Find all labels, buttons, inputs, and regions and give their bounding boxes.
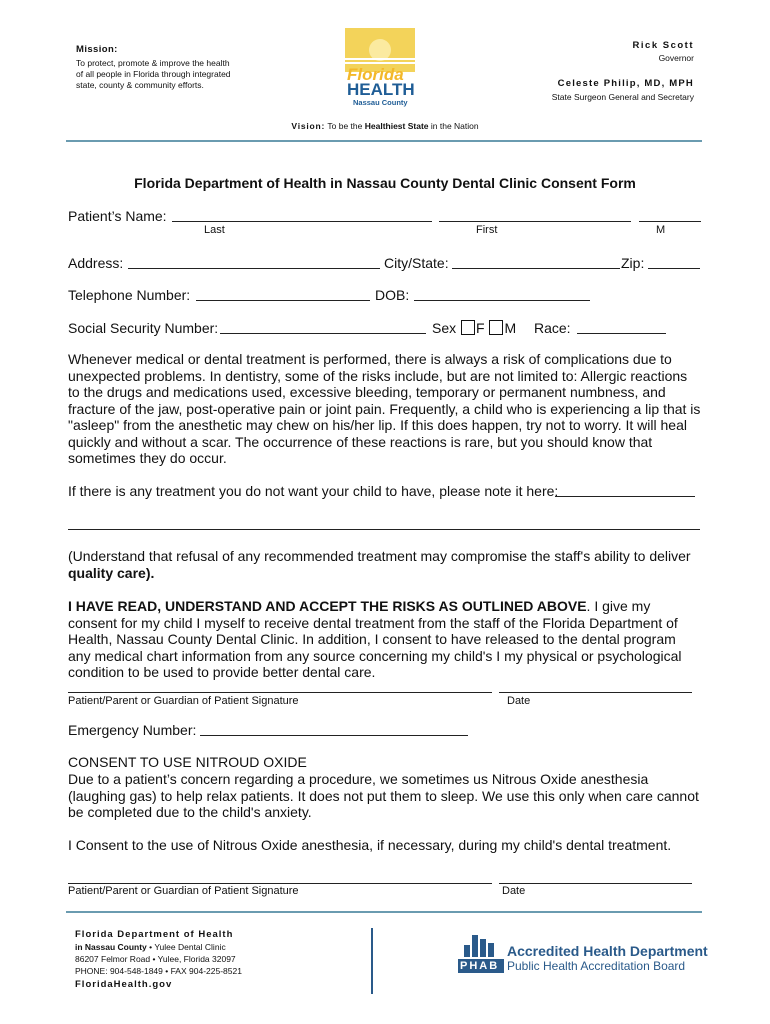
accredited-sub: Public Health Accreditation Board xyxy=(507,959,686,973)
sex-m-checkbox[interactable] xyxy=(489,320,503,335)
emergency-field[interactable] xyxy=(200,721,468,736)
footer-clinic-line xyxy=(75,941,242,953)
dob-field[interactable] xyxy=(414,286,590,301)
vision-pre: To be the xyxy=(327,121,363,131)
zip-label: Zip: xyxy=(621,255,645,271)
telephone-field[interactable] xyxy=(196,286,370,301)
ssn-label: Social Security Number: xyxy=(68,320,219,336)
vision-line xyxy=(0,121,770,131)
signature-label-2: Patient/Parent or Guardian of Patient Signature xyxy=(68,885,299,897)
sex-f-checkbox[interactable] xyxy=(461,320,475,335)
form-title: Florida Department of Health in Nassau County Dental Clinic Consent Form xyxy=(134,175,636,191)
first-name-field[interactable] xyxy=(439,207,631,222)
footer-vertical-rule xyxy=(371,928,373,994)
dob-label: DOB: xyxy=(375,287,410,303)
footer-website[interactable]: FloridaHealth.gov xyxy=(75,979,173,990)
footer-address-block xyxy=(75,929,242,991)
footer-divider xyxy=(66,911,702,913)
signature-label: Patient/Parent or Guardian of Patient Signature xyxy=(68,695,299,707)
risk-paragraph: Whenever medical or dental treatment is performed, there is always a risk of complications due to unexpected problems. In dentistry, some of the risks include, but are not limited to: Allergic reactions to the drugs and medications used, excessive bleeding, temporary or permanent numbness, and fracture of the jaw, post-operative pain or joint pain. Frequently, a child who is experiencing a lip that is "asleep" from the anesthetic may chew on his/her lip. If this does happen, try not to worry. It will heal quickly and without a scar. The occurrence of these reactions is rare, but you should know that sometimes they do occur. xyxy=(68,351,701,466)
accredited-title: Accredited Health Department xyxy=(507,943,708,959)
telephone-label: Telephone Number: xyxy=(68,287,191,303)
signature-field-2[interactable] xyxy=(68,869,492,884)
refusal-bold: quality care). xyxy=(68,564,155,581)
treatment-note-field[interactable] xyxy=(555,482,695,497)
governor-name: Rick Scott xyxy=(632,40,694,51)
refusal-text xyxy=(68,548,708,581)
signature-field[interactable] xyxy=(68,678,492,693)
footer-address: 86207 Felmor Road • Yulee, Florida 32097 xyxy=(75,954,236,964)
patient-name-label: Patient’s Name: xyxy=(68,208,167,224)
nitrous-text: Due to a patient’s concern regarding a procedure, we sometimes us Nitrous Oxide anesthesia (laughing gas) to help relax patients. It does not put them to sleep. We use this only when care cannot be completed due to the child's anxiety. xyxy=(68,771,699,820)
surgeon-title: State Surgeon General and Secretary xyxy=(551,92,694,102)
city-state-field[interactable] xyxy=(452,254,620,269)
city-state-label: City/State: xyxy=(384,255,449,271)
date-label-2: Date xyxy=(502,885,526,897)
date-field[interactable] xyxy=(499,678,692,693)
accreditation-text xyxy=(507,944,708,973)
middle-initial-field[interactable] xyxy=(639,207,701,222)
governor-title: Governor xyxy=(658,53,694,63)
treatment-note-field-line2[interactable] xyxy=(68,515,700,530)
date-field-2[interactable] xyxy=(499,869,692,884)
zip-field[interactable] xyxy=(648,254,700,269)
vision-bold: Healthiest State xyxy=(364,121,429,131)
logo-county-text: Nassau County xyxy=(353,98,408,107)
footer-dept-name: Florida Department of Health xyxy=(75,929,234,940)
nitrous-heading: CONSENT TO USE NITROUD OXIDE xyxy=(68,754,307,770)
race-field[interactable] xyxy=(577,319,666,334)
footer-county: in Nassau County xyxy=(75,942,147,952)
ssn-field[interactable] xyxy=(220,319,426,334)
mission-title: Mission: xyxy=(76,44,118,55)
emergency-label: Emergency Number: xyxy=(68,722,197,738)
refusal-text-main: (Understand that refusal of any recommended treatment may compromise the staff's ability to deliver xyxy=(68,548,691,564)
sex-m-label: M xyxy=(504,320,517,336)
accept-bold: I HAVE READ, UNDERSTAND AND ACCEPT THE RISKS AS OUTLINED ABOVE xyxy=(68,598,587,614)
address-field[interactable] xyxy=(128,254,380,269)
florida-health-logo xyxy=(345,28,415,108)
date-label: Date xyxy=(507,695,531,707)
mission-block xyxy=(76,44,236,91)
footer-clinic: • Yulee Dental Clinic xyxy=(146,942,226,952)
last-label: Last xyxy=(204,224,225,236)
sex-f-label: F xyxy=(476,320,485,336)
accept-text: . I give my consent for my child I myself to receive dental treatment from the staff of the Florida Department of Health, Nassau County Dental Clinic. In addition, I consent to have released to the dental program any medical chart information from any source concerning my child's I my physical or psychological condition to be used to provide better dental care. xyxy=(68,598,682,680)
mission-text: To protect, promote & improve the health of all people in Florida through integrated state, county & community efforts. xyxy=(76,58,231,90)
logo-health-text: HEALTH xyxy=(347,80,415,99)
sex-options xyxy=(432,320,516,337)
sex-label: Sex xyxy=(432,320,457,336)
phab-logo xyxy=(458,933,504,973)
last-name-field[interactable] xyxy=(172,207,432,222)
logo-florida-text: Florida xyxy=(347,65,404,84)
accept-paragraph xyxy=(68,598,702,681)
phab-letters: PHAB xyxy=(460,960,500,972)
m-label: M xyxy=(656,224,666,236)
address-label: Address: xyxy=(68,255,124,271)
vision-post: in the Nation xyxy=(430,121,479,131)
treatment-note-label: If there is any treatment you do not want your child to have, please note it here: xyxy=(68,483,559,499)
surgeon-name: Celeste Philip, MD, MPH xyxy=(557,78,694,89)
header-divider xyxy=(66,140,702,142)
first-label: First xyxy=(476,224,498,236)
officials-block xyxy=(552,40,694,102)
race-label: Race: xyxy=(534,320,571,336)
footer-phone: PHONE: 904-548-1849 • FAX 904-225-8521 xyxy=(75,966,242,976)
nitrous-consent: I Consent to the use of Nitrous Oxide anesthesia, if necessary, during my child's dental treatment. xyxy=(68,837,672,853)
vision-label: Vision: xyxy=(291,121,326,131)
